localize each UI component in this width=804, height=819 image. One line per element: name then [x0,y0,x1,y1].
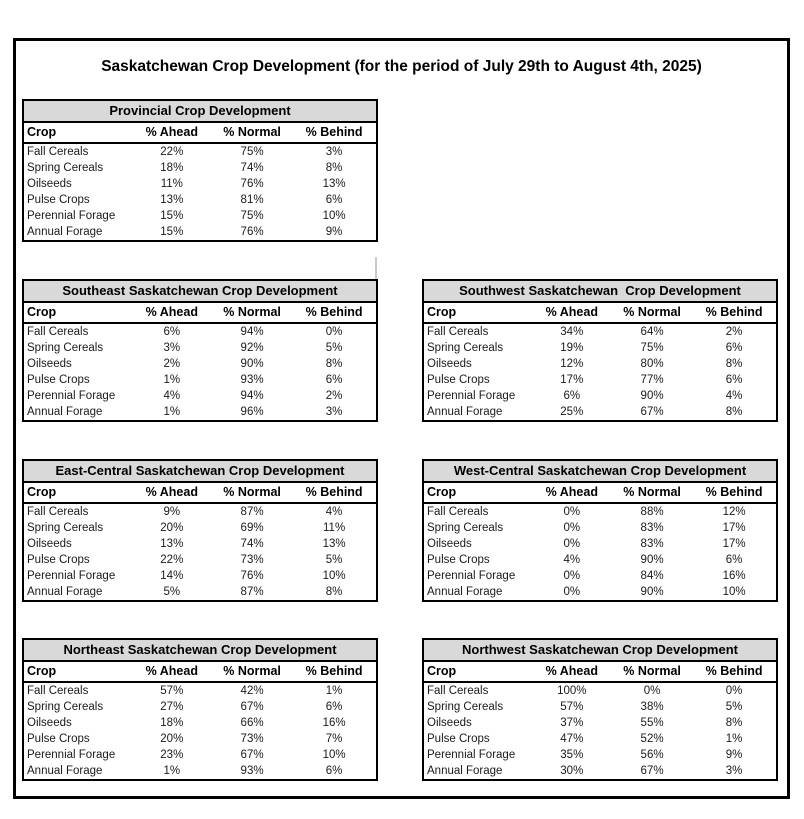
crop-name-cell: Fall Cereals [27,146,89,158]
value-cell: 9% [163,506,181,518]
crop-name-cell: Spring Cereals [427,522,504,534]
value-cell: 27% [160,701,184,713]
crop-name-cell: Perennial Forage [427,570,516,582]
value-cell: 77% [640,374,664,386]
crop-name-cell: Oilseeds [27,178,72,190]
value-cell: 13% [322,178,346,190]
table-row [24,176,376,192]
table-row [24,536,376,552]
value-cell: 90% [640,390,664,402]
table-row [24,747,376,763]
table-row [424,731,776,747]
crop-name-cell: Fall Cereals [427,506,489,518]
value-cell: 30% [560,765,584,777]
value-cell: 3% [325,146,343,158]
table-row [24,503,376,520]
crop-name-cell: Annual Forage [427,406,503,418]
table-row [424,536,776,552]
value-cell: 11% [160,178,183,190]
value-cell: 12% [722,506,746,518]
table-row [24,682,376,699]
crop-name-cell: Oilseeds [427,538,472,550]
crop-data-table [24,123,376,240]
value-cell: 2% [325,390,343,402]
column-header-ahead: % Ahead [532,662,612,682]
value-cell: 52% [640,733,664,745]
value-cell: 57% [560,701,584,713]
value-cell: 1% [163,765,181,777]
column-header-row [424,483,776,503]
value-cell: 9% [725,749,743,761]
value-cell: 47% [560,733,584,745]
table-row [424,552,776,568]
value-cell: 66% [240,717,264,729]
value-cell: 12% [560,358,584,370]
value-cell: 8% [325,358,343,370]
value-cell: 20% [160,522,184,534]
table-row [24,552,376,568]
value-cell: 75% [240,146,264,158]
crop-name-cell: Pulse Crops [27,374,90,386]
value-cell: 0% [563,586,581,598]
crop-name-cell: Pulse Crops [427,554,490,566]
value-cell: 15% [160,210,184,222]
crop-name-cell: Pulse Crops [27,194,90,206]
value-cell: 90% [640,586,664,598]
table-row [24,404,376,420]
value-cell: 34% [560,326,584,338]
value-cell: 22% [160,554,184,566]
value-cell: 76% [240,226,264,238]
value-cell: 8% [725,717,743,729]
value-cell: 55% [640,717,664,729]
value-cell: 0% [563,522,581,534]
value-cell: 22% [160,146,184,158]
crop-name-cell: Pulse Crops [27,554,90,566]
value-cell: 83% [640,538,664,550]
value-cell: 83% [640,522,664,534]
crop-name-cell: Perennial Forage [427,749,516,761]
value-cell: 16% [322,717,346,729]
table-row [424,503,776,520]
table-row [24,143,376,160]
crop-name-cell: Annual Forage [27,406,103,418]
value-cell: 56% [640,749,664,761]
column-header-row [424,662,776,682]
crop-name-cell: Spring Cereals [27,522,104,534]
table-row [24,372,376,388]
value-cell: 93% [240,765,264,777]
crop-data-table [424,483,776,600]
crop-name-cell: Spring Cereals [27,701,104,713]
table-row [424,568,776,584]
crop-name-cell: Pulse Crops [427,374,490,386]
value-cell: 0% [325,326,343,338]
value-cell: 84% [640,570,664,582]
value-cell: 93% [240,374,264,386]
value-cell: 17% [722,522,746,534]
crop-name-cell: Pulse Crops [427,733,490,745]
crop-name-cell: Spring Cereals [27,162,104,174]
value-cell: 0% [563,538,581,550]
table-row [424,699,776,715]
table-row [24,584,376,600]
table-row [24,568,376,584]
crop-table-southwest-saskatchewan-crop-development [422,279,778,422]
value-cell: 73% [240,554,264,566]
value-cell: 42% [240,685,264,697]
value-cell: 17% [560,374,584,386]
crop-name-cell: Oilseeds [27,538,72,550]
column-header-normal: % Normal [212,303,292,323]
crop-table-southeast-saskatchewan-crop-development [22,279,378,422]
column-header-behind: % Behind [692,303,776,323]
crop-data-table [424,303,776,420]
value-cell: 15% [160,226,184,238]
column-header-ahead: % Ahead [132,303,212,323]
crop-name-cell: Fall Cereals [27,326,89,338]
crop-name-cell: Annual Forage [427,765,503,777]
value-cell: 5% [163,586,181,598]
crop-data-table [424,662,776,779]
crop-name-cell: Fall Cereals [427,685,489,697]
column-header-row [24,123,376,143]
table-title: Northeast Saskatchewan Crop Development [24,640,376,662]
table-row [24,763,376,779]
value-cell: 6% [725,374,743,386]
value-cell: 90% [640,554,664,566]
value-cell: 3% [163,342,181,354]
crop-name-cell: Annual Forage [27,765,103,777]
crop-name-cell: Pulse Crops [27,733,90,745]
value-cell: 38% [640,701,664,713]
crop-name-cell: Spring Cereals [27,342,104,354]
value-cell: 18% [160,717,184,729]
value-cell: 6% [563,390,581,402]
value-cell: 76% [240,178,264,190]
table-row [424,520,776,536]
table-row [424,323,776,340]
crop-name-cell: Oilseeds [27,358,72,370]
value-cell: 94% [240,390,264,402]
page-title: Saskatchewan Crop Development (for the period of July 29th to August 4th, 2025) [101,58,702,75]
value-cell: 5% [325,554,343,566]
table-row [24,715,376,731]
value-cell: 67% [640,406,664,418]
value-cell: 1% [325,685,343,697]
crop-name-cell: Annual Forage [27,586,103,598]
crop-data-table [24,662,376,779]
column-header-ahead: % Ahead [532,303,612,323]
table-row [24,192,376,208]
value-cell: 6% [163,326,181,338]
value-cell: 0% [643,685,661,697]
table-row [24,323,376,340]
artifact-line [375,257,377,279]
crop-name-cell: Spring Cereals [427,701,504,713]
value-cell: 7% [325,733,343,745]
value-cell: 87% [240,586,264,598]
crop-data-table [24,303,376,420]
value-cell: 0% [563,506,581,518]
table-title: Southeast Saskatchewan Crop Development [24,281,376,303]
value-cell: 25% [560,406,584,418]
value-cell: 19% [560,342,584,354]
crop-name-cell: Fall Cereals [27,685,89,697]
value-cell: 2% [725,326,743,338]
value-cell: 0% [563,570,581,582]
value-cell: 75% [240,210,264,222]
value-cell: 88% [640,506,664,518]
value-cell: 10% [722,586,746,598]
value-cell: 14% [160,570,184,582]
column-header-row [424,303,776,323]
crop-name-cell: Annual Forage [27,226,103,238]
table-row [24,160,376,176]
table-row [24,731,376,747]
value-cell: 73% [240,733,264,745]
column-header-crop: Crop [24,303,132,323]
column-header-normal: % Normal [612,483,692,503]
value-cell: 76% [240,570,264,582]
table-title: Northwest Saskatchewan Crop Development [424,640,776,662]
crop-name-cell: Fall Cereals [427,326,489,338]
value-cell: 87% [240,506,264,518]
value-cell: 67% [640,765,664,777]
column-header-behind: % Behind [692,483,776,503]
value-cell: 81% [240,194,264,206]
table-row [24,208,376,224]
value-cell: 23% [160,749,184,761]
value-cell: 57% [160,685,184,697]
column-header-crop: Crop [24,123,132,143]
table-row [424,584,776,600]
value-cell: 92% [240,342,264,354]
value-cell: 4% [325,506,343,518]
value-cell: 74% [240,538,264,550]
table-row [424,372,776,388]
table-row [24,340,376,356]
value-cell: 11% [323,522,346,534]
column-header-behind: % Behind [292,303,376,323]
crop-name-cell: Perennial Forage [27,570,116,582]
value-cell: 8% [725,358,743,370]
value-cell: 20% [160,733,184,745]
value-cell: 100% [557,685,587,697]
table-row [24,699,376,715]
column-header-normal: % Normal [612,662,692,682]
value-cell: 16% [722,570,746,582]
value-cell: 37% [560,717,584,729]
value-cell: 1% [725,733,743,745]
value-cell: 4% [725,390,743,402]
value-cell: 10% [322,749,346,761]
value-cell: 6% [725,554,743,566]
crop-name-cell: Perennial Forage [427,390,516,402]
value-cell: 35% [560,749,584,761]
value-cell: 10% [322,570,346,582]
table-row [424,715,776,731]
value-cell: 96% [240,406,264,418]
crop-name-cell: Oilseeds [427,358,472,370]
crop-name-cell: Perennial Forage [27,390,116,402]
column-header-crop: Crop [24,483,132,503]
value-cell: 8% [325,586,343,598]
column-header-behind: % Behind [292,662,376,682]
value-cell: 94% [240,326,264,338]
table-title: Provincial Crop Development [24,101,376,123]
table-row [24,520,376,536]
table-title: Southwest Saskatchewan Crop Development [424,281,776,303]
value-cell: 5% [325,342,343,354]
value-cell: 90% [240,358,264,370]
value-cell: 8% [725,406,743,418]
value-cell: 0% [725,685,743,697]
crop-name-cell: Spring Cereals [427,342,504,354]
value-cell: 67% [240,749,264,761]
crop-name-cell: Perennial Forage [27,210,116,222]
column-header-ahead: % Ahead [132,483,212,503]
crop-name-cell: Oilseeds [27,717,72,729]
table-row [424,340,776,356]
crop-name-cell: Fall Cereals [27,506,89,518]
value-cell: 17% [722,538,746,550]
value-cell: 1% [163,374,181,386]
value-cell: 5% [725,701,743,713]
value-cell: 4% [563,554,581,566]
column-header-normal: % Normal [212,123,292,143]
value-cell: 3% [725,765,743,777]
column-header-row [24,303,376,323]
value-cell: 1% [163,406,181,418]
table-row [424,682,776,699]
value-cell: 13% [160,538,184,550]
value-cell: 80% [640,358,664,370]
crop-name-cell: Annual Forage [427,586,503,598]
column-header-ahead: % Ahead [532,483,612,503]
value-cell: 6% [325,194,343,206]
table-row [424,404,776,420]
table-row [424,763,776,779]
value-cell: 67% [240,701,264,713]
value-cell: 8% [325,162,343,174]
column-header-behind: % Behind [292,123,376,143]
value-cell: 18% [160,162,184,174]
crop-table-northeast-saskatchewan-crop-development [22,638,378,781]
value-cell: 69% [240,522,264,534]
table-row [24,224,376,240]
value-cell: 13% [322,538,346,550]
column-header-row [24,662,376,682]
crop-data-table [24,483,376,600]
value-cell: 6% [325,765,343,777]
column-header-normal: % Normal [212,483,292,503]
value-cell: 6% [325,374,343,386]
value-cell: 9% [325,226,343,238]
value-cell: 6% [725,342,743,354]
value-cell: 74% [240,162,264,174]
column-header-crop: Crop [24,662,132,682]
column-header-ahead: % Ahead [132,662,212,682]
column-header-behind: % Behind [292,483,376,503]
value-cell: 64% [640,326,664,338]
table-title: East-Central Saskatchewan Crop Development [24,461,376,483]
table-title: West-Central Saskatchewan Crop Development [424,461,776,483]
value-cell: 3% [325,406,343,418]
value-cell: 2% [163,358,181,370]
column-header-crop: Crop [424,662,532,682]
value-cell: 10% [322,210,346,222]
value-cell: 4% [163,390,181,402]
column-header-normal: % Normal [612,303,692,323]
column-header-behind: % Behind [692,662,776,682]
column-header-crop: Crop [424,303,532,323]
value-cell: 75% [640,342,664,354]
crop-table-west-central-saskatchewan-crop-development [422,459,778,602]
value-cell: 6% [325,701,343,713]
column-header-row [24,483,376,503]
table-row [24,356,376,372]
crop-table-northwest-saskatchewan-crop-development [422,638,778,781]
table-row [424,747,776,763]
table-row [24,388,376,404]
crop-name-cell: Oilseeds [427,717,472,729]
table-row [424,356,776,372]
column-header-crop: Crop [424,483,532,503]
table-row [424,388,776,404]
crop-table-east-central-saskatchewan-crop-development [22,459,378,602]
crop-name-cell: Perennial Forage [27,749,116,761]
column-header-ahead: % Ahead [132,123,212,143]
crop-table-provincial-crop-development [22,99,378,242]
value-cell: 13% [160,194,184,206]
column-header-normal: % Normal [212,662,292,682]
